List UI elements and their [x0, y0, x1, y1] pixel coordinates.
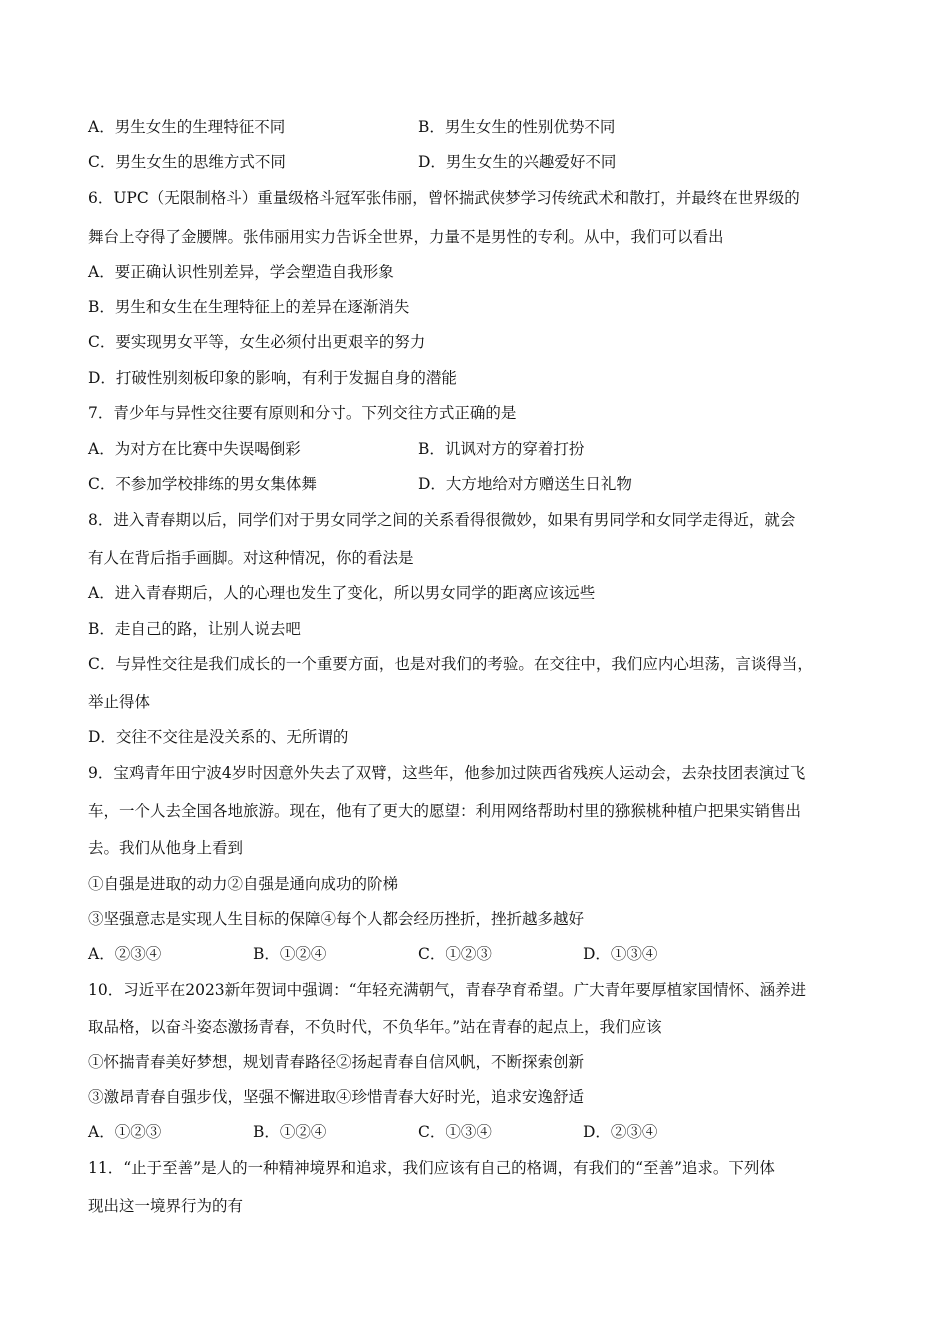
q7-option-b: B．讥讽对方的穿着打扮: [418, 440, 585, 458]
q7-option-a: A．为对方在比赛中失误喝倒彩: [88, 440, 301, 458]
q7-option-d: D．大方地给对方赠送生日礼物: [418, 475, 632, 493]
q10-option-d: D．②③④: [583, 1123, 658, 1141]
q10-statement-1: ①怀揣青春美好梦想，规划青春路径②扬起青春自信风帆，不断探索创新: [88, 1053, 585, 1071]
q8-option-d: D．交往不交往是没关系的、无所谓的: [88, 728, 349, 746]
q7-option-c: C．不参加学校排练的男女集体舞: [88, 475, 317, 493]
q9-option-c: C．①②③: [418, 945, 492, 963]
q10-statement-2: ③激昂青春自强步伐，坚强不懈进取④珍惜青春大好时光，追求安逸舒适: [88, 1088, 585, 1106]
q6-option-a: A．要正确认识性别差异，学会塑造自我形象: [88, 263, 394, 281]
q5-option-c: C．男生女生的思维方式不同: [88, 153, 286, 171]
q6-option-c: C．要实现男女平等，女生必须付出更艰辛的努力: [88, 333, 426, 351]
q5-option-d: D．男生女生的兴趣爱好不同: [418, 153, 617, 171]
q7-stem: 7．青少年与异性交往要有原则和分寸。下列交往方式正确的是: [88, 404, 517, 422]
q8-option-b: B．走自己的路，让别人说去吧: [88, 620, 301, 638]
q8-option-c-line-1: C．与异性交往是我们成长的一个重要方面，也是对我们的考验。在交往中，我们应内心坦荡，言谈得当，: [88, 655, 813, 673]
q9-statement-2: ③坚强意志是实现人生目标的保障④每个人都会经历挫折，挫折越多越好: [88, 910, 585, 928]
q10-stem-line-2: 取品格，以奋斗姿态激扬青春，不负时代，不负华年。”站在青春的起点上，我们应该: [88, 1018, 662, 1036]
q5-option-b: B．男生女生的性别优势不同: [418, 118, 616, 136]
q9-statement-1: ①自强是进取的动力②自强是通向成功的阶梯: [88, 875, 399, 893]
q9-stem-line-2: 车，一个人去全国各地旅游。现在，他有了更大的愿望：利用网络帮助村里的猕猴桃种植户把果实销售出: [88, 802, 802, 820]
q5-option-a: A．男生女生的生理特征不同: [88, 118, 286, 136]
q9-option-b: B．①②④: [253, 945, 327, 963]
q8-stem-line-1: 8．进入青春期以后，同学们对于男女同学之间的关系看得很微妙，如果有男同学和女同学走得近，就会: [88, 511, 796, 529]
q8-stem-line-2: 有人在背后指手画脚。对这种情况，你的看法是: [88, 549, 414, 567]
q11-stem-line-1: 11．“止于至善”是人的一种精神境界和追求，我们应该有自己的格调，有我们的“至善”追求。下列体: [88, 1159, 775, 1177]
q10-option-a: A．①②③: [88, 1123, 162, 1141]
q10-stem-line-1: 10．习近平在2023新年贺词中强调：“年轻充满朝气，青春孕育希望。广大青年要厚植家国情怀、涵养进: [88, 981, 807, 999]
q9-stem-line-1: 9．宝鸡青年田宁波4岁时因意外失去了双臂，这些年，他参加过陕西省残疾人运动会，去杂技团表演过飞: [88, 764, 806, 782]
q9-stem-line-3: 去。我们从他身上看到: [88, 839, 244, 857]
q10-option-b: B．①②④: [253, 1123, 327, 1141]
q6-stem-line-1: 6．UPC（无限制格斗）重量级格斗冠军张伟丽，曾怀揣武侠梦学习传统武术和散打，并最终在世界级的: [88, 189, 800, 207]
q6-option-b: B．男生和女生在生理特征上的差异在逐渐消失: [88, 298, 410, 316]
q6-option-d: D．打破性别刻板印象的影响，有利于发掘自身的潜能: [88, 369, 457, 387]
q6-stem-line-2: 舞台上夺得了金腰牌。张伟丽用实力告诉全世界，力量不是男性的专利。从中，我们可以看出: [88, 228, 724, 246]
q9-option-a: A．②③④: [88, 945, 162, 963]
q8-option-a: A．进入青春期后，人的心理也发生了变化，所以男女同学的距离应该远些: [88, 584, 596, 602]
q9-option-d: D．①③④: [583, 945, 658, 963]
q11-stem-line-2: 现出这一境界行为的有: [88, 1197, 244, 1215]
q10-option-c: C．①③④: [418, 1123, 492, 1141]
q8-option-c-line-2: 举止得体: [88, 693, 151, 711]
